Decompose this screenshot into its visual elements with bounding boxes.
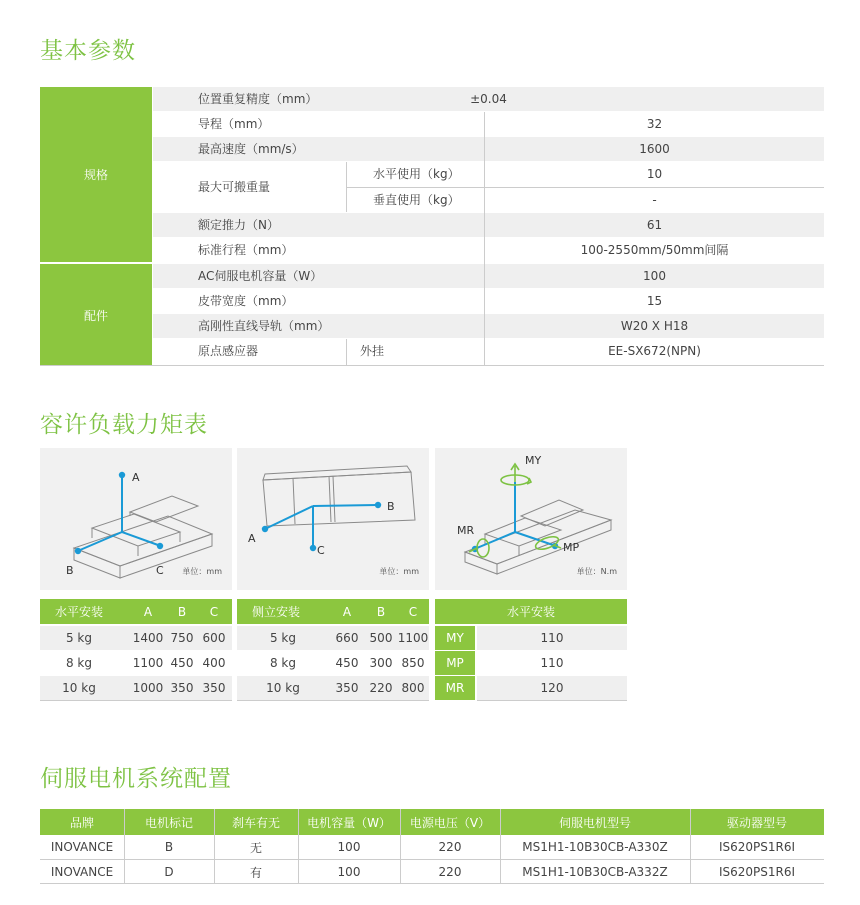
spec-value: 15 [646, 294, 663, 308]
table-row [40, 676, 232, 700]
spec-row [153, 339, 824, 363]
spec-row [153, 238, 824, 262]
table-header [40, 599, 232, 624]
divider [400, 809, 401, 884]
spec-value: EE-SX672(NPN) [608, 344, 701, 358]
divider [40, 700, 232, 701]
diagram-label: C [156, 564, 164, 577]
cell: 300 [369, 656, 393, 670]
spec-label: 原点感应器 [198, 344, 259, 358]
spec-category-accessories: 配件 [40, 264, 152, 366]
cell: 无 [249, 840, 262, 855]
cell: MS1H1-10B30CB-A330Z [522, 840, 668, 854]
diagram-label: MY [525, 454, 542, 467]
diagram-side-mount [237, 448, 429, 590]
diagram-label: MR [457, 524, 475, 537]
divider [298, 809, 299, 884]
spec-label: 最高速度（mm/s） [198, 142, 304, 156]
load-table-horizontal [40, 599, 232, 701]
diagram-label: B [387, 500, 395, 513]
spec-table [40, 87, 824, 366]
cell: IS620PS1R6I [718, 865, 796, 879]
divider [346, 187, 824, 188]
section-title-load-moment: 容许负载力矩表 [40, 412, 208, 438]
cell: 600 [202, 631, 226, 645]
spec-value: 100 [643, 269, 666, 283]
spec-value: 10 [646, 167, 663, 181]
header-cell: 电机容量（W） [307, 815, 391, 830]
spec-value: 32 [646, 117, 663, 131]
spec-sublabel: 水平使用（kg） [373, 167, 460, 181]
spec-row [153, 137, 824, 161]
moment-label: MP [435, 651, 475, 675]
unit-label: 单位：mm [182, 567, 222, 576]
spec-sublabel: 垂直使用（kg） [373, 193, 460, 207]
spec-sublabel: 外挂 [360, 344, 385, 358]
table-row [40, 860, 824, 884]
table-row [237, 676, 429, 700]
diagram-label: A [248, 532, 256, 545]
cell: 1100 [397, 631, 429, 645]
table-row [237, 626, 429, 650]
table-row [40, 835, 824, 859]
divider [40, 883, 824, 884]
spec-label: 最大可搬重量 [198, 180, 271, 194]
table-row [435, 651, 627, 675]
spec-row [153, 112, 824, 136]
table-header [435, 599, 627, 624]
spec-label: 位置重复精度（mm） [198, 92, 318, 106]
spec-value: - [652, 193, 657, 207]
unit-label: 单位：mm [379, 567, 419, 576]
diagram-label: A [132, 471, 140, 484]
cell: 350 [202, 681, 226, 695]
cell: 120 [477, 676, 627, 700]
header-cell: 驱动器型号 [726, 815, 787, 830]
cell: 750 [170, 631, 194, 645]
unit-label: 单位：N.m [576, 567, 617, 576]
table-row [40, 651, 232, 675]
spec-value: ±0.04 [470, 92, 507, 106]
cell: 1400 [132, 631, 164, 645]
header-cell: C [408, 604, 418, 619]
cell: 350 [335, 681, 359, 695]
divider [40, 365, 824, 366]
divider [214, 809, 215, 884]
spec-row [153, 87, 824, 111]
header-cell: B [177, 604, 187, 619]
load-table-side [237, 599, 429, 701]
moment-label: MR [435, 676, 475, 700]
header-cell: A [342, 604, 352, 619]
cell: 660 [335, 631, 359, 645]
diagram-label: B [66, 564, 74, 577]
cell: 1100 [132, 656, 164, 670]
spec-row [153, 314, 824, 338]
spec-label: 标准行程（mm） [198, 243, 294, 257]
spec-row [153, 289, 824, 313]
cell: 400 [202, 656, 226, 670]
header-cell: 品牌 [69, 815, 94, 830]
spec-label: 高刚性直线导轨（mm） [198, 319, 330, 333]
cell: 110 [477, 626, 627, 650]
cell: 220 [369, 681, 393, 695]
cell: 10 kg [62, 681, 96, 695]
header-cell: 电机标记 [144, 815, 193, 830]
header-cell: 电源电压（V） [409, 815, 491, 830]
divider [477, 700, 627, 701]
spec-label: 额定推力（N） [198, 218, 279, 232]
spec-label: 导程（mm） [198, 117, 270, 131]
cell: 100 [337, 840, 361, 854]
cell: 8 kg [269, 656, 296, 670]
table-header [237, 599, 429, 624]
cell: B [164, 840, 174, 854]
cell: IS620PS1R6I [718, 840, 796, 854]
diagram-label: MP [563, 541, 580, 554]
header-cell: 伺服电机型号 [558, 815, 631, 830]
spec-value: 100-2550mm/50mm间隔 [580, 243, 729, 257]
cell: 800 [401, 681, 425, 695]
divider [237, 700, 429, 701]
section-title-basic-params: 基本参数 [40, 38, 136, 64]
cell: 有 [249, 865, 262, 880]
cell: 220 [438, 840, 462, 854]
spec-value: W20 X H18 [620, 319, 689, 333]
cell: 5 kg [269, 631, 296, 645]
diagram-horizontal-mount [40, 448, 232, 590]
table-row [40, 626, 232, 650]
cell: 100 [337, 865, 361, 879]
cell: MS1H1-10B30CB-A332Z [522, 865, 668, 879]
spec-row [153, 264, 824, 288]
spec-category-specs: 规格 [40, 87, 152, 262]
cell: 10 kg [266, 681, 300, 695]
cell: 110 [540, 656, 564, 670]
spec-label: AC伺服电机容量（W） [198, 269, 323, 283]
cell: INOVANCE [50, 865, 114, 879]
table-row [237, 651, 429, 675]
spec-label: 皮带宽度（mm） [198, 294, 294, 308]
table-row [435, 626, 627, 650]
cell: 350 [170, 681, 194, 695]
section-title-servo-config: 伺服电机系统配置 [40, 766, 232, 792]
divider [690, 809, 691, 884]
table-row [435, 676, 627, 700]
cell: D [164, 865, 174, 879]
spec-row [153, 213, 824, 237]
cell: 450 [170, 656, 194, 670]
divider [40, 859, 824, 860]
load-table-moment [435, 599, 627, 701]
cell: 5 kg [65, 631, 92, 645]
divider [484, 112, 485, 366]
header-cell: A [143, 604, 153, 619]
header-cell: 水平安装 [506, 605, 555, 619]
cell: 450 [335, 656, 359, 670]
header-cell: 侧立安装 [251, 605, 300, 619]
header-cell: B [376, 604, 386, 619]
servo-table [40, 809, 824, 884]
table-header [40, 809, 824, 835]
cell: 500 [369, 631, 393, 645]
spec-value: 61 [646, 218, 663, 232]
divider [500, 809, 501, 884]
header-cell: 水平安装 [54, 605, 103, 619]
spec-value: 1600 [639, 142, 670, 156]
header-cell: 刹车有无 [231, 815, 280, 830]
moment-label: MY [435, 626, 475, 650]
cell: 850 [401, 656, 425, 670]
cell: 220 [438, 865, 462, 879]
cell: INOVANCE [50, 840, 114, 854]
cell: 8 kg [65, 656, 92, 670]
diagram-moment [435, 448, 627, 590]
diagram-label: C [317, 544, 325, 557]
divider [346, 339, 347, 366]
divider [124, 809, 125, 884]
cell: 1000 [132, 681, 164, 695]
header-cell: C [209, 604, 219, 619]
